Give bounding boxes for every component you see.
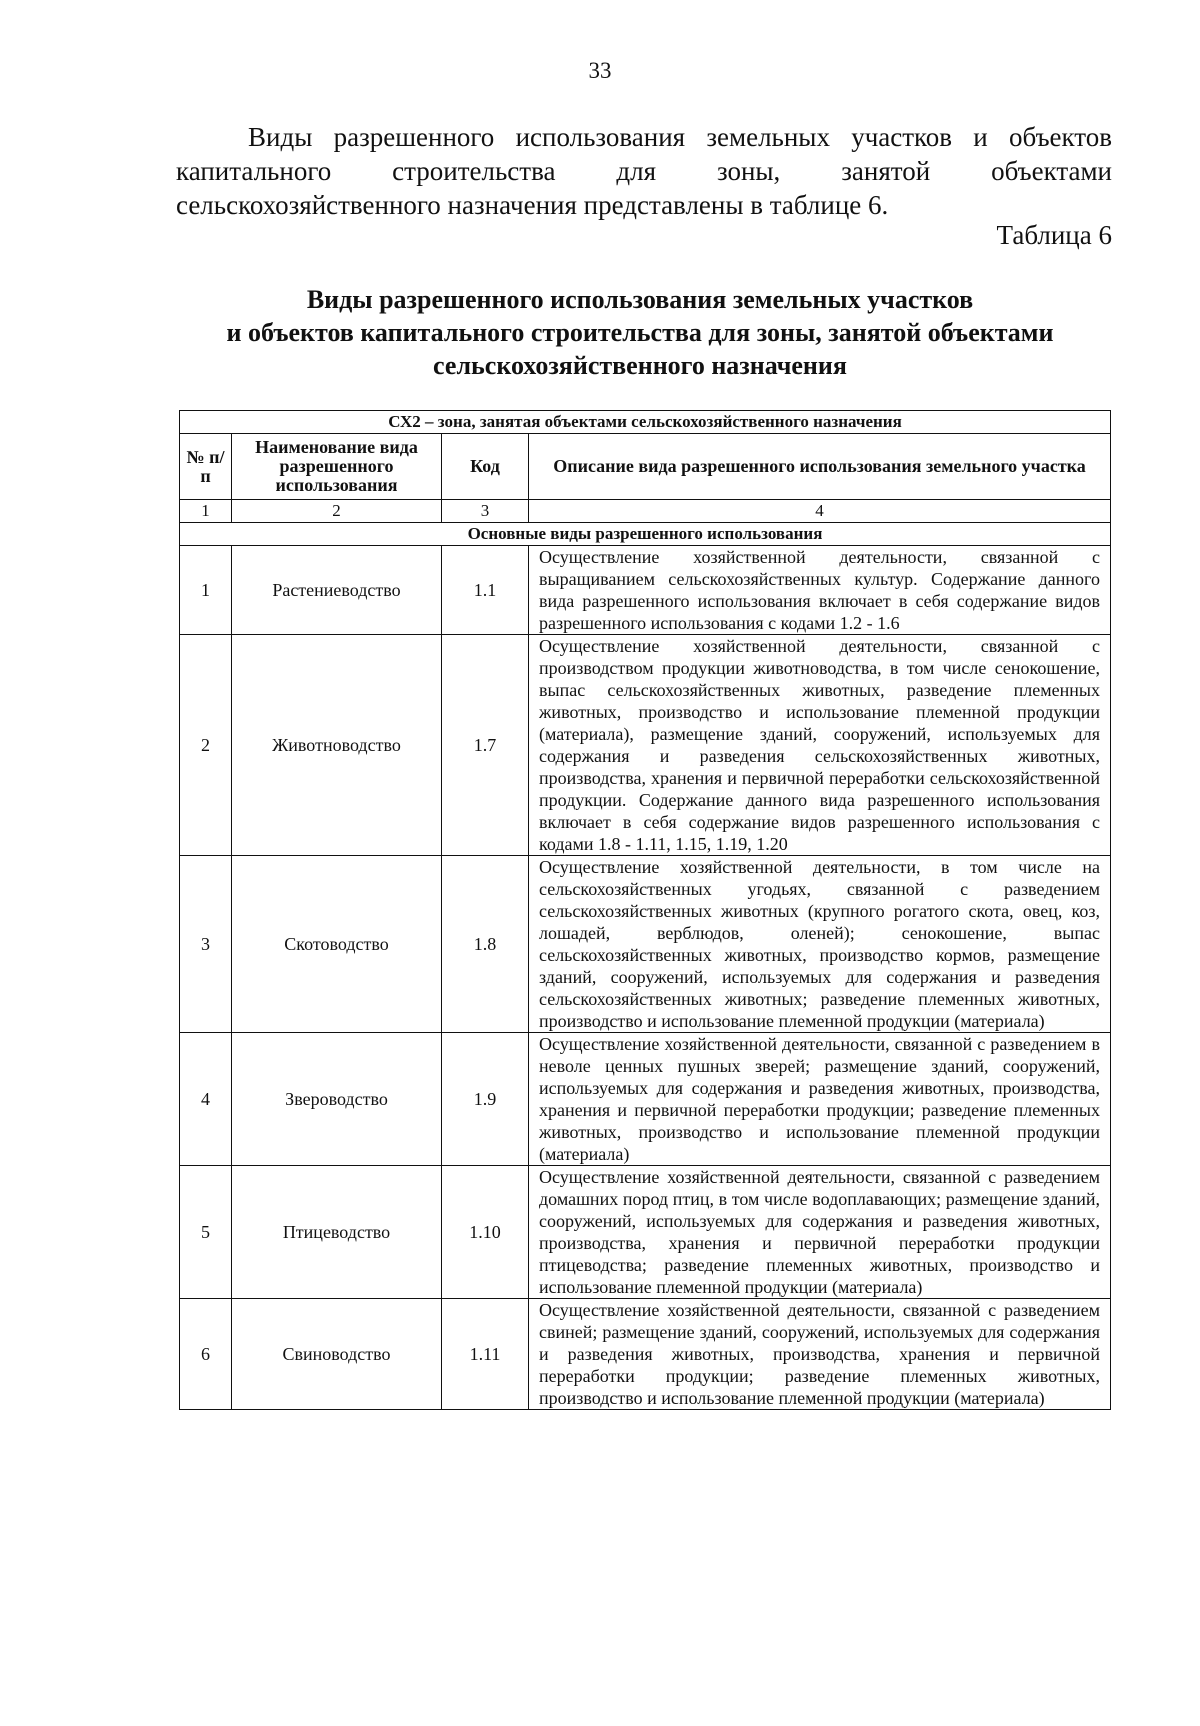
table-heading [160,283,1120,382]
row-num: 6 [180,1299,232,1410]
row-code: 1.9 [442,1033,529,1166]
table-caption: Таблица 6 [996,220,1112,250]
intro-paragraph: Виды разрешенного использования земельных участков и объектов капитального строительства для зоны, занятой объектами сельскохозяйственного назначения представлены в таблице 6. [176,122,1112,220]
zone-title: СХ2 – зона, занятая объектами сельскохозяйственного назначения [180,411,1111,434]
header-row [180,434,1111,500]
section-row [180,523,1111,546]
column-number: 2 [232,500,442,523]
table-row [180,546,1111,635]
column-number: 1 [180,500,232,523]
section-title: Основные виды разрешенного использования [180,523,1111,546]
header-num: № п/п [180,434,232,500]
column-number: 4 [529,500,1111,523]
zone-title-row [180,411,1111,434]
row-name: Птицеводство [232,1166,442,1299]
table-row [180,1299,1111,1410]
row-name: Растениеводство [232,546,442,635]
heading-line-1: Виды разрешенного использования земельных участков [306,285,974,314]
row-num: 5 [180,1166,232,1299]
row-num: 4 [180,1033,232,1166]
row-name: Свиноводство [232,1299,442,1410]
row-name: Животноводство [232,635,442,856]
column-number: 3 [442,500,529,523]
row-desc: Осуществление хозяйственной деятельности, связанной с разведением в неволе ценных пушных зверей; размещение зданий, сооружений, используемых для содержания и разведения животных, производства, хранения и первичной переработки продукции; разведение племенных животных, производство и использование племенной продукции (материала) [529,1033,1111,1166]
land-use-table [179,410,1111,1410]
table-row [180,1166,1111,1299]
row-desc: Осуществление хозяйственной деятельности, в том числе на сельскохозяйственных угодьях, связанной с разведением сельскохозяйственных животных (крупного рогатого скота, овец, коз, лошадей, верблюдов, оленей); сенокошение, выпас сельскохозяйственных животных, производство кормов, размещение зданий, сооружений, используемых для содержания и разведения сельскохозяйственных животных; разведение племенных животных, производство и использование племенной продукции (материала) [529,856,1111,1033]
row-desc: Осуществление хозяйственной деятельности, связанной с выращиванием сельскохозяйственных культур. Содержание данного вида разрешенного использования включает в себя содержание видов разрешенного использования с кодами 1.2 - 1.6 [529,546,1111,635]
row-name: Звероводство [232,1033,442,1166]
row-code: 1.7 [442,635,529,856]
row-code: 1.8 [442,856,529,1033]
table-row [180,1033,1111,1166]
header-code: Код [442,434,529,500]
heading-line-2: и объектов капитального строительства для зоны, занятой объектами [226,318,1054,347]
row-name: Скотоводство [232,856,442,1033]
header-desc: Описание вида разрешенного использования земельного участка [529,434,1111,500]
row-num: 2 [180,635,232,856]
table-row [180,856,1111,1033]
header-name: Наименование вида разрешенного использования [232,434,442,500]
row-desc: Осуществление хозяйственной деятельности, связанной с разведением свиней; размещение зданий, сооружений, используемых для содержания и разведения животных, производства, хранения и первичной переработки продукции; разведение племенных животных, производство и использование племенной продукции (материала) [529,1299,1111,1410]
row-code: 1.11 [442,1299,529,1410]
row-code: 1.1 [442,546,529,635]
table-row [180,635,1111,856]
row-desc: Осуществление хозяйственной деятельности, связанной с разведением домашних пород птиц, в том числе водоплавающих; размещение зданий, сооружений, используемых для содержания и разведения животных, производства, хранения и первичной переработки продукции птицеводства; разведение племенных животных, производство и использование племенной продукции (материала) [529,1166,1111,1299]
row-code: 1.10 [442,1166,529,1299]
column-number-row [180,500,1111,523]
row-num: 3 [180,856,232,1033]
page-number: 33 [588,58,612,83]
heading-line-3: сельскохозяйственного назначения [433,351,847,380]
row-num: 1 [180,546,232,635]
row-desc: Осуществление хозяйственной деятельности, связанной с производством продукции животноводства, в том числе сенокошение, выпас сельскохозяйственных животных, разведение племенных животных, производство и использование племенной продукции (материала), размещение зданий, сооружений, используемых для содержания и разведения сельскохозяйственных животных, производства, хранения и первичной переработки сельскохозяйственной продукции. Содержание данного вида разрешенного использования включает в себя содержание видов разрешенного использования с кодами 1.8 - 1.11, 1.15, 1.19, 1.20 [529,635,1111,856]
